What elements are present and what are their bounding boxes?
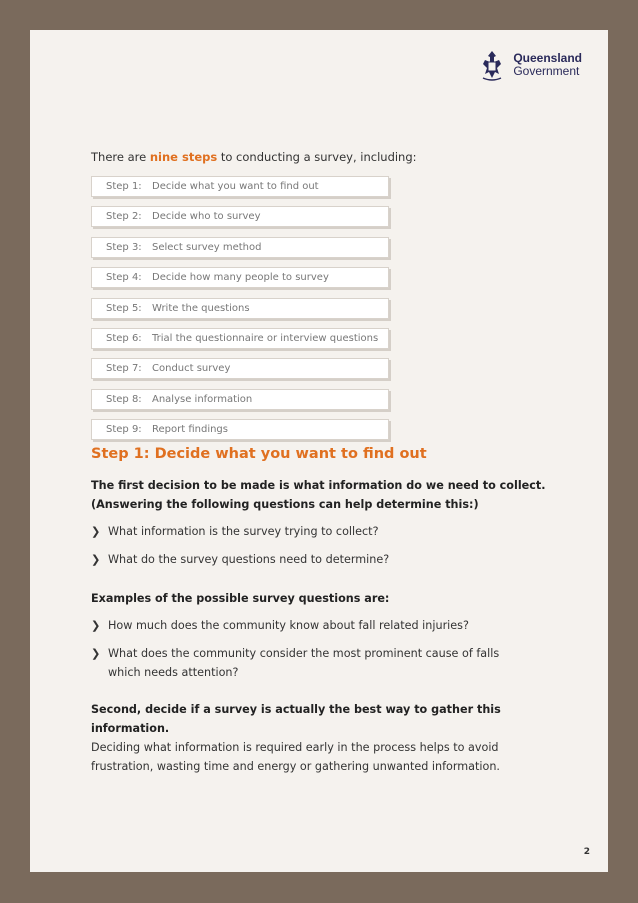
step-number: Step 8: (106, 393, 142, 405)
page-number: 2 (583, 847, 590, 857)
step-text: Write the questions (152, 302, 250, 314)
step-number: Step 3: (106, 241, 142, 253)
step-number: Step 6: (106, 332, 142, 344)
lead-line-2: (Answering the following questions can help determine this:) (91, 498, 479, 511)
step-text: Analyse information (152, 393, 253, 405)
step-text: Conduct survey (152, 363, 231, 375)
queensland-government-logo (477, 48, 582, 82)
step-number: Step 5: (106, 302, 142, 314)
step-text: Trial the questionnaire or interview questions (152, 332, 379, 344)
lead-paragraph (91, 476, 561, 514)
step-row (91, 237, 389, 258)
chevron-right-icon: ❯ (91, 647, 101, 660)
step-row (91, 358, 389, 379)
closing-text: Deciding what information is required early in the process helps to avoid frustration, wasting time and energy or gathering unwanted information. (91, 741, 500, 773)
intro-highlight: nine steps (149, 150, 218, 164)
examples-heading: Examples of the possible survey questions are: (91, 592, 390, 605)
step-number: Step 2: (106, 211, 142, 223)
bullet-text: How much does the community know about fall related injuries? (108, 619, 469, 632)
closing-bold: Second, decide if a survey is actually the best way to gather this information. (91, 703, 501, 735)
list-item (91, 644, 511, 682)
step-number: Step 9: (106, 424, 142, 436)
step-text: Select survey method (152, 241, 262, 253)
step-row (91, 328, 389, 349)
logo-line-queensland: Queensland (513, 51, 582, 65)
closing-paragraph (91, 700, 539, 776)
chevron-right-icon: ❯ (91, 553, 101, 566)
logo-line-government: Government (513, 64, 580, 78)
bullet-text: What information is the survey trying to collect? (108, 525, 379, 538)
section-heading: Step 1: Decide what you want to find out (91, 446, 427, 462)
step-text: Decide how many people to survey (152, 272, 329, 284)
intro-after: to conducting a survey, including: (217, 150, 417, 164)
step-text: Decide who to survey (152, 211, 261, 223)
step-number: Step 4: (106, 272, 142, 284)
step-number: Step 1: (106, 181, 142, 192)
step-text: Report findings (152, 424, 228, 436)
step-row (91, 419, 389, 440)
bullet-text: What do the survey questions need to determine? (108, 553, 390, 566)
step-row (91, 298, 389, 319)
step-row (91, 206, 389, 227)
chevron-right-icon: ❯ (91, 619, 101, 632)
list-item (91, 522, 561, 541)
coat-of-arms-icon (477, 48, 507, 82)
step-text: Decide what you want to find out (152, 181, 319, 192)
list-item (91, 550, 561, 569)
step-row (91, 267, 389, 288)
chevron-right-icon: ❯ (91, 525, 101, 538)
lead-line-1: The first decision to be made is what information do we need to collect. (91, 479, 546, 492)
list-item (91, 616, 561, 635)
intro-before: There are (91, 150, 150, 164)
step-row (91, 389, 389, 410)
document-page (30, 30, 608, 872)
intro-text (91, 150, 417, 164)
bullet-text: What does the community consider the most prominent cause of falls which needs attention? (108, 647, 500, 679)
steps-list (91, 176, 389, 450)
step-row (91, 176, 389, 197)
step-number: Step 7: (106, 363, 142, 375)
